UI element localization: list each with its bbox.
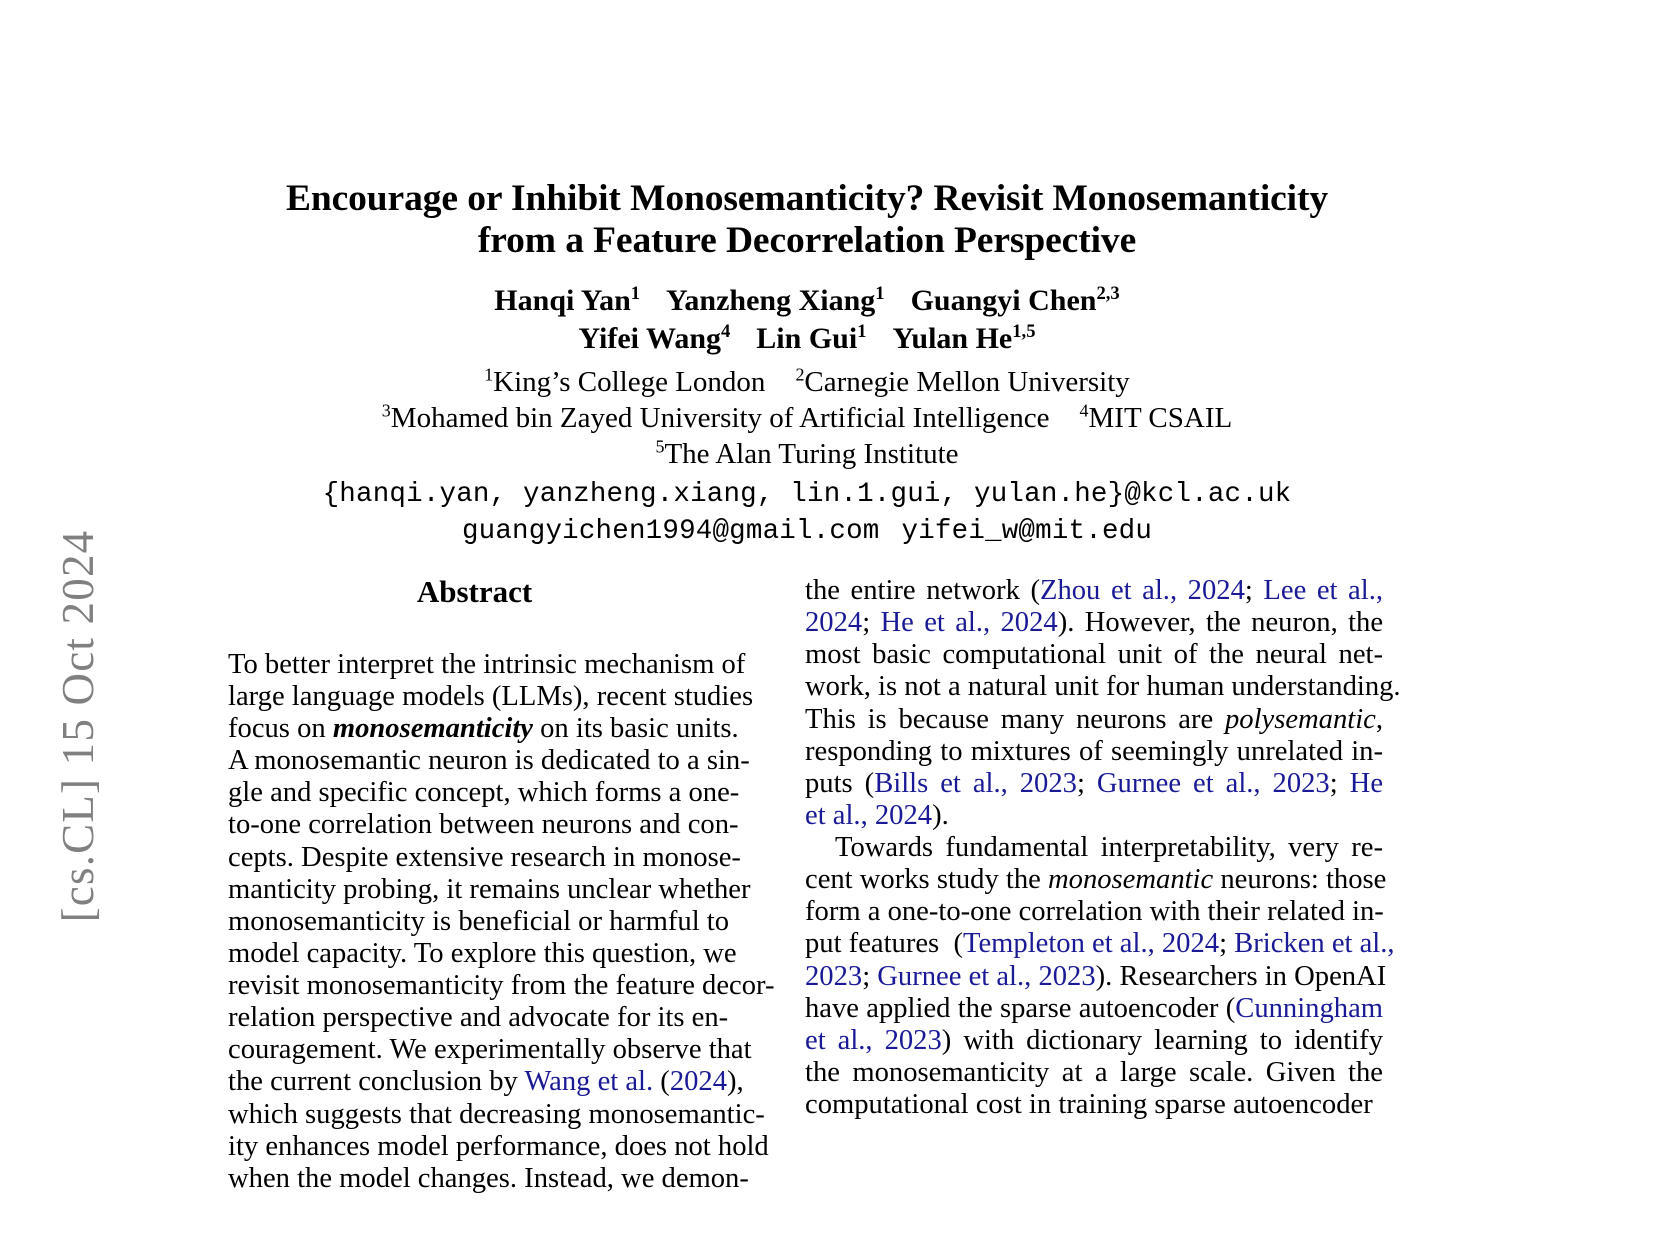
body-text: (: [653, 1066, 670, 1098]
body-text: which suggests that decreasing monosemantic-: [228, 1098, 765, 1130]
affiliation-row-3: [227, 436, 1387, 472]
affiliation-marker: 4: [1079, 400, 1089, 421]
abstract-line: [228, 905, 730, 938]
abstract-line: [228, 937, 737, 970]
citation-link[interactable]: Bricken et al.,: [1234, 928, 1395, 960]
body-line: [805, 704, 1383, 736]
body-paragraph: [805, 575, 1401, 832]
body-paragraph: [805, 832, 1395, 1121]
author-yulan-he: Yulan He$^{1,5}$: [892, 320, 1036, 355]
citation-link[interactable]: Gurnee et al., 2023: [1096, 767, 1330, 799]
author-row-2: [227, 320, 1387, 358]
author-affiliation-marker: 1: [630, 283, 641, 304]
affiliation-marker: 3: [381, 400, 391, 421]
abstract-line: [228, 809, 739, 841]
right-column: [805, 575, 1401, 1121]
email-line-external: [227, 514, 1387, 551]
page-title: [227, 178, 1387, 262]
paper-title-line-1: Encourage or Inhibit Monosemanticity? Revisit Monosemanticity: [285, 178, 1329, 219]
citation-link[interactable]: Wang et al.: [524, 1066, 654, 1098]
author-lin-gui: Lin Gui$^1$: [756, 320, 867, 355]
body-text: ;: [1219, 928, 1235, 960]
body-text: manticity probing, it remains unclear whether: [228, 873, 751, 905]
email-block: [227, 477, 1387, 551]
body-text: gle and specific concept, which forms a one-: [228, 777, 740, 809]
author-affiliation-marker: 4: [721, 320, 731, 342]
body-text: large language models (LLMs), recent studies: [228, 680, 754, 712]
body-text: when the model changes. Instead, we demon-: [228, 1162, 749, 1194]
body-text: ,: [1375, 703, 1383, 735]
arxiv-vertical-stamp: [cs.CL] 15 Oct 2024: [53, 529, 103, 923]
body-text: puts (: [805, 767, 875, 799]
body-text: ity enhances model performance, does not hold: [228, 1130, 769, 1162]
body-text: focus on: [228, 713, 333, 745]
author-affiliation-marker: 1,5: [1012, 320, 1036, 342]
abstract-line: [228, 745, 750, 777]
body-line: [805, 1089, 1383, 1121]
body-text: This is because many neurons are: [805, 703, 1225, 735]
body-text: most basic computational unit of the neural net-: [805, 639, 1383, 671]
author-list: [227, 282, 1387, 358]
body-line: [805, 768, 1383, 800]
body-line: [805, 960, 1387, 993]
body-text: ;: [862, 607, 881, 639]
affiliation-carnegie-mellon-university: $^2$Carnegie Mellon University: [795, 363, 1130, 398]
body-text: ). Researchers in OpenAI: [1095, 960, 1387, 992]
author-guangyi-chen: Guangyi Chen$^{2,3}$: [910, 283, 1120, 317]
body-text: ;: [862, 960, 878, 992]
body-text: the current conclusion by: [228, 1066, 525, 1098]
abstract-line: [228, 1130, 769, 1163]
abstract-line: [228, 841, 741, 874]
affiliation-marker: 2: [795, 363, 805, 384]
abstract-line: [228, 970, 775, 1002]
affiliation-list: [227, 364, 1387, 473]
abstract-line: [228, 777, 740, 809]
citation-link[interactable]: Gurnee et al., 2023: [877, 960, 1096, 992]
body-text: the entire network (: [805, 575, 1040, 606]
body-text: model capacity. To explore this question, we: [228, 937, 737, 969]
affiliation-mbzuai: $^3$Mohamed bin Zayed University of Artificial Intelligence: [381, 400, 1050, 434]
citation-link[interactable]: et al., 2023: [805, 1024, 942, 1056]
body-text: ). However, the neuron, the: [1057, 607, 1384, 639]
body-line: [805, 928, 1395, 960]
affiliation-mit-csail: $^4$MIT CSAIL: [1079, 400, 1233, 434]
body-text: ;: [1329, 767, 1350, 799]
email-line-kcl[interactable]: {hanqi.yan, yanzheng.xiang, lin.1.gui, yulan.he}@kcl.ac.uk: [322, 478, 1292, 510]
emphasis-term: monosemantic: [1048, 864, 1214, 896]
body-line: [805, 993, 1383, 1025]
abstract-line: [228, 1162, 749, 1195]
citation-link[interactable]: 2024: [669, 1066, 728, 1098]
citation-link[interactable]: Bills et al., 2023: [874, 767, 1077, 799]
abstract-line: [228, 1098, 765, 1131]
body-text: relation perspective and advocate for its en-: [228, 1002, 729, 1034]
body-text: on its basic units.: [532, 713, 739, 745]
body-text: to-one correlation between neurons and con-: [228, 809, 739, 841]
body-text: monosemanticity is beneficial or harmful to: [228, 905, 730, 937]
abstract-line: [228, 648, 746, 681]
citation-link[interactable]: 2024: [805, 607, 863, 639]
abstract-heading: Abstract: [416, 574, 533, 609]
body-line: [805, 671, 1401, 703]
author-affiliation-marker: 1: [875, 283, 885, 304]
citation-link[interactable]: Zhou et al., 2024: [1040, 575, 1245, 606]
affiliation-row-2: [227, 400, 1387, 436]
body-text: the monosemanticity at a large scale. Given the: [805, 1056, 1383, 1088]
abstract-paragraph: [228, 648, 775, 1195]
emphasis-term: polysemantic: [1224, 703, 1376, 735]
citation-link[interactable]: Templeton et al., 2024: [963, 928, 1220, 960]
body-text: cepts. Despite extensive research in monose-: [228, 841, 741, 873]
body-text: cent works study the: [805, 864, 1049, 896]
citation-link[interactable]: 2023: [805, 960, 863, 992]
emphasis-term: monosemanticity: [332, 713, 533, 745]
citation-link[interactable]: Cunningham: [1235, 992, 1383, 1024]
author-affiliation-marker: 1: [857, 320, 867, 342]
body-text: couragement. We experimentally observe that: [228, 1034, 752, 1066]
email-mit[interactable]: yifei_w@mit.edu: [901, 515, 1153, 547]
author-hanqi-yan: Hanqi Yan$^1$: [494, 283, 641, 317]
abstract-line: [228, 713, 739, 745]
body-line: [805, 1057, 1383, 1089]
body-line: [805, 800, 1383, 832]
body-text: ),: [727, 1066, 744, 1098]
body-line: [805, 832, 1383, 864]
affiliation-marker: 1: [484, 363, 494, 384]
body-text: have applied the sparse autoencoder (: [805, 992, 1236, 1024]
body-text: A monosemantic neuron is dedicated to a sin-: [228, 745, 750, 777]
body-text: ).: [932, 799, 949, 831]
body-line: [805, 864, 1387, 896]
body-text: work, is not a natural unit for human understanding.: [805, 671, 1401, 703]
body-line: [805, 1025, 1383, 1057]
author-affiliation-marker: 2,3: [1096, 283, 1120, 304]
body-text: responding to mixtures of seemingly unrelated in-: [805, 735, 1383, 767]
citation-link[interactable]: He et al., 2024: [880, 607, 1058, 639]
citation-link[interactable]: et al., 2024: [805, 799, 933, 831]
abstract-line: [228, 680, 754, 713]
body-line: [805, 639, 1383, 671]
citation-link[interactable]: Lee et al.,: [1263, 575, 1383, 606]
body-text: ) with dictionary learning to identify: [941, 1024, 1383, 1056]
affiliation-alan-turing-institute: $^5$The Alan Turing Institute: [655, 436, 959, 471]
body-text: form a one-to-one correlation with their related in-: [805, 896, 1384, 928]
abstract-line: [228, 1066, 744, 1098]
body-text: ;: [1076, 767, 1097, 799]
body-text: put features (: [805, 928, 963, 960]
body-line: [805, 896, 1383, 928]
body-line: [805, 575, 1383, 607]
two-column-body: [0, 575, 1654, 1241]
email-gmail[interactable]: guangyichen1994@gmail.com: [461, 515, 880, 547]
citation-link[interactable]: He: [1349, 767, 1384, 799]
body-text: Towards fundamental interpretability, very re-: [835, 832, 1383, 863]
author-row-1: [227, 282, 1387, 320]
abstract-line: [228, 1034, 752, 1066]
author-yanzheng-xiang: Yanzheng Xiang$^1$: [666, 283, 885, 317]
body-text: ;: [1244, 575, 1264, 606]
affiliation-kings-college-london: $^1$King’s College London: [484, 363, 766, 398]
body-text: To better interpret the intrinsic mechanism of: [228, 648, 746, 680]
body-line: [805, 736, 1383, 768]
affiliation-row-1: [227, 364, 1387, 400]
author-yifei-wang: Yifei Wang$^4$: [578, 320, 731, 355]
affiliation-marker: 5: [655, 436, 665, 457]
title-block: [227, 178, 1387, 550]
paper-title-line-2: from a Feature Decorrelation Perspective: [477, 220, 1137, 261]
abstract-line: [228, 873, 751, 906]
body-text: computational cost in training sparse autoencoder: [805, 1089, 1373, 1120]
left-column: [228, 574, 775, 1195]
abstract-line: [228, 1002, 729, 1034]
body-text: revisit monosemanticity from the feature decor-: [228, 970, 775, 1002]
body-line: [805, 607, 1383, 639]
body-text: neurons: those: [1213, 864, 1387, 896]
